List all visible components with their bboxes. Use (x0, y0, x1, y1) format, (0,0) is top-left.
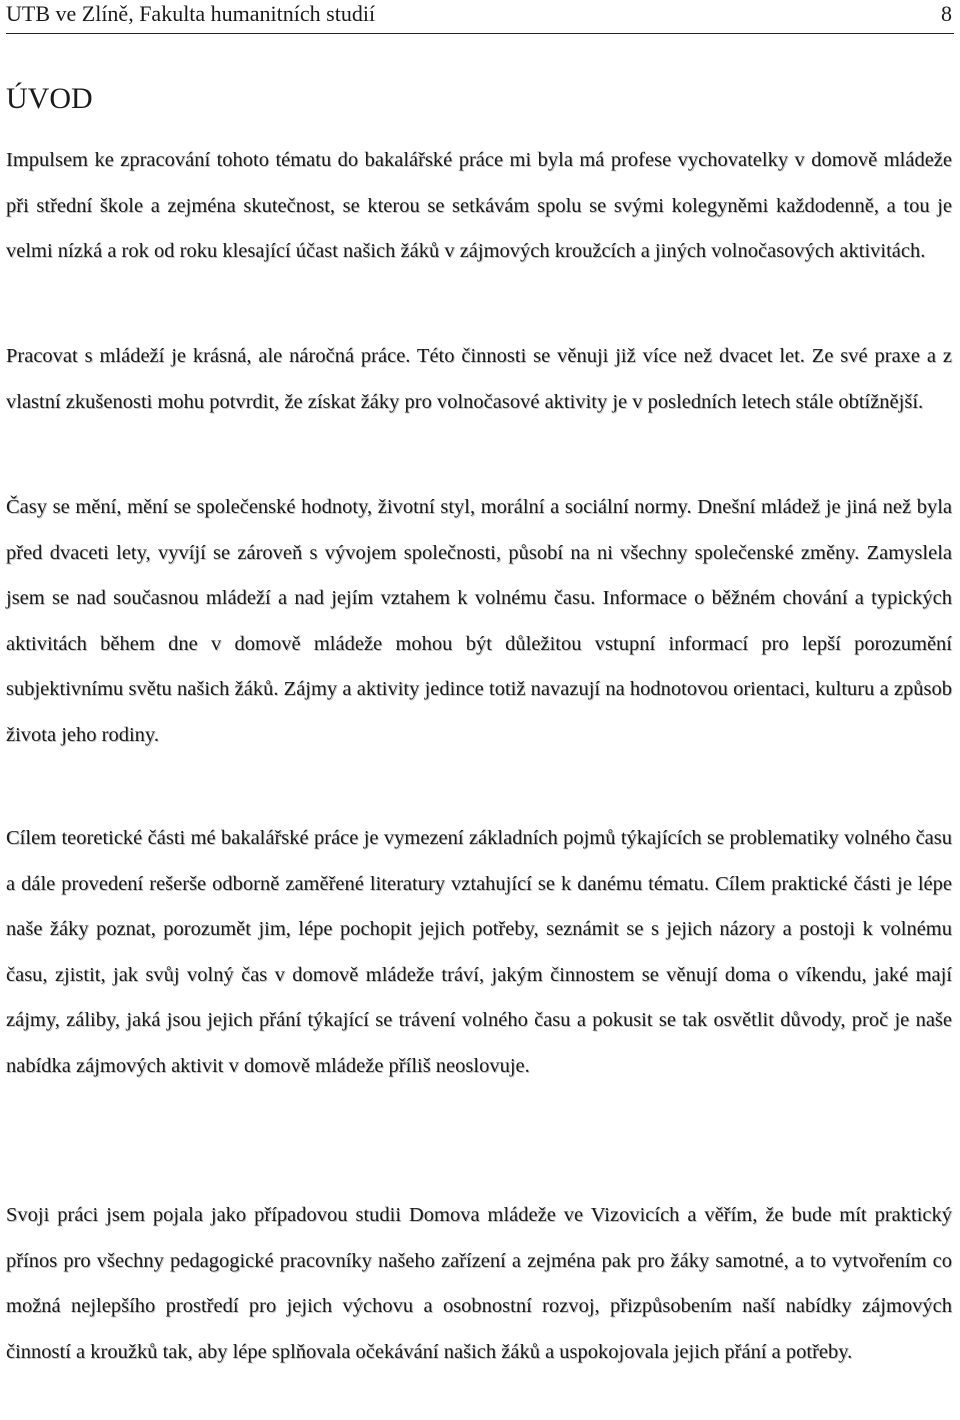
page-header (6, 0, 954, 34)
paragraph-changing-times: Časy se mění, mění se společenské hodnoty, životní styl, morální a sociální normy. Dnešní mládež je jiná než byla před dvaceti lety, vyvíjí se zároveň s vývojem společnosti, působí na ni všechny společenské změny. Zamyslela jsem se nad současnou mládeží a nad jejím vztahem k volnému času. Informace o běžném chování a typických aktivitách během dne v domově mládeže mohou být důležitou vstupní informací pro lepší porozumění subjektivnímu světu našich žáků. Zájmy a aktivity jedince totiž navazují na hodnotovou orientaci, kulturu a způsob života jeho rodiny. (6, 496, 952, 746)
page-number: 8 (941, 1, 952, 26)
header-title: UTB ve Zlíně, Fakulta humanitních studií (6, 1, 376, 26)
paragraph-goals: Cílem teoretické části mé bakalářské práce je vymezení základních pojmů týkajících se problematiky volného času a dále provedení rešerše odborně zaměřené literatury vztahující se k danému tématu. Cílem praktické části je lépe naše žáky poznat, porozumět jim, lépe pochopit jejich potřeby, seznámit se s jejich názory a postoji k volnému času, zjistit, jak svůj volný čas v domově mládeže tráví, jakým činnostem se věnují doma o víkendu, jaké mají zájmy, záliby, jaká jsou jejich přání týkající se trávení volného času a pokusit se tak osvětlit důvody, proč je naše nabídka zájmových aktivit v domově mládeže příliš neoslovuje. (6, 827, 952, 1077)
section-heading: ÚVOD (6, 82, 93, 115)
paragraph-experience: Pracovat s mládeží je krásná, ale náročná práce. Této činnosti se věnuji již více než dvacet let. Ze své praxe a z vlastní zkušenosti mohu potvrdit, že získat žáky pro volnočasové aktivity je v posledních letech stále obtížnější. (6, 345, 952, 413)
paragraph-motivation: Impulsem ke zpracování tohoto tématu do bakalářské práce mi byla má profese vychovatelky v domově mládeže při střední škole a zejména skutečnost, se kterou se setkávám spolu se svými kolegyněmi každodenně, a tou je velmi nízká a rok od roku klesající účast našich žáků v zájmových kroužcích a jiných volnočasových aktivitách. (6, 149, 952, 263)
paragraph-case-study: Svoji práci jsem pojala jako případovou studii Domova mládeže ve Vizovicích a věřím, že bude mít praktický přínos pro všechny pedagogické pracovníky našeho zařízení a zejména pak pro žáky samotné, a to vytvořením co možná nejlepšího prostředí pro jejich výchovu a osobnostní rozvoj, přizpůsobením naší nabídky zájmových činností a kroužků tak, aby lépe splňovala očekávání našich žáků a uspokojovala jejich přání a potřeby. (6, 1204, 952, 1363)
